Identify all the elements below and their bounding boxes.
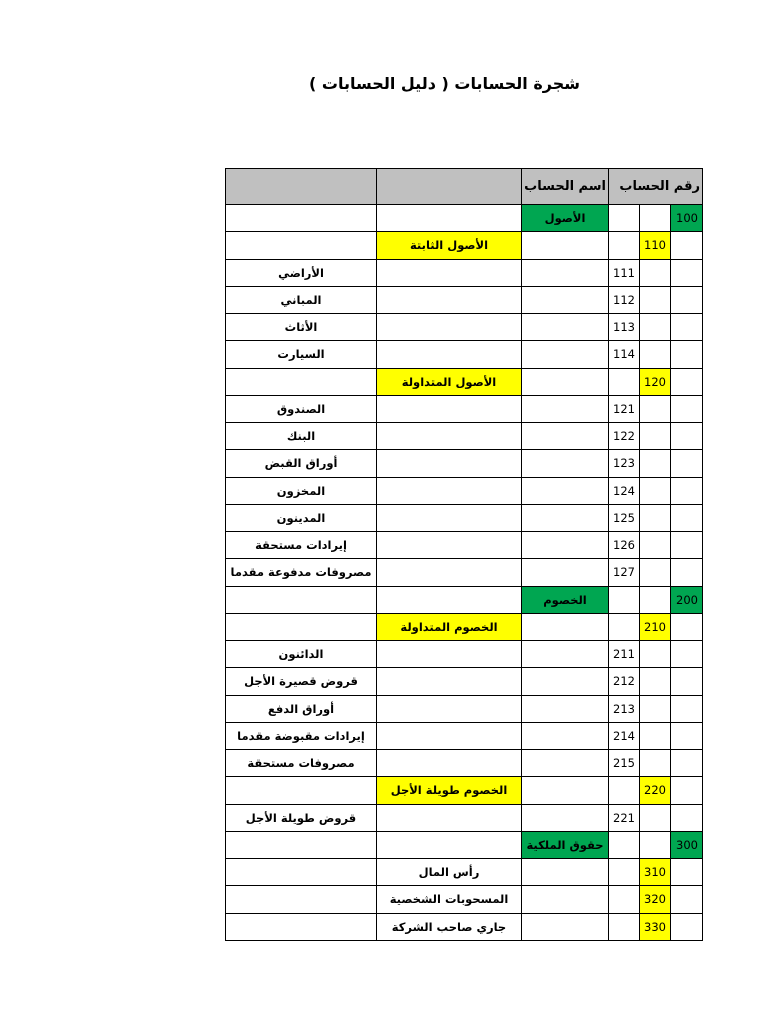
empty-cell <box>671 314 703 341</box>
page-title: شجرة الحسابات ( دليل الحسابات ) <box>309 74 580 93</box>
empty-cell <box>671 641 703 668</box>
empty-cell <box>522 913 609 940</box>
empty-cell <box>609 586 640 613</box>
account-name-cell: حقوق الملكية <box>522 831 609 858</box>
empty-cell <box>377 259 522 286</box>
empty-cell <box>671 722 703 749</box>
empty-cell <box>522 777 609 804</box>
empty-cell <box>671 668 703 695</box>
empty-cell <box>609 232 640 259</box>
empty-cell <box>640 586 671 613</box>
empty-cell <box>671 450 703 477</box>
empty-cell <box>522 341 609 368</box>
account-row <box>226 641 703 668</box>
header-cell-empty <box>377 169 522 205</box>
account-number-cell: 124 <box>609 477 640 504</box>
empty-cell <box>226 777 377 804</box>
account-number-cell: 215 <box>609 750 640 777</box>
empty-cell <box>640 314 671 341</box>
account-name-cell: الخصوم طويلة الأجل <box>377 777 522 804</box>
empty-cell <box>640 423 671 450</box>
empty-cell <box>671 913 703 940</box>
empty-cell <box>671 532 703 559</box>
empty-cell <box>671 504 703 531</box>
account-name-cell: الأصول الثابتة <box>377 232 522 259</box>
empty-cell <box>377 559 522 586</box>
empty-cell <box>671 423 703 450</box>
account-name-cell: الأصول المتداولة <box>377 368 522 395</box>
account-name-cell: المسحوبات الشخصية <box>377 886 522 913</box>
account-row <box>226 504 703 531</box>
empty-cell <box>377 477 522 504</box>
empty-cell <box>377 286 522 313</box>
empty-cell <box>522 613 609 640</box>
account-row <box>226 668 703 695</box>
empty-cell <box>522 859 609 886</box>
account-name-cell: رأس المال <box>377 859 522 886</box>
empty-cell <box>377 341 522 368</box>
empty-cell <box>671 232 703 259</box>
empty-cell <box>609 205 640 232</box>
empty-cell <box>671 886 703 913</box>
empty-cell <box>522 368 609 395</box>
account-name-cell: البنك <box>226 423 377 450</box>
empty-cell <box>671 750 703 777</box>
empty-cell <box>226 831 377 858</box>
account-row <box>226 886 703 913</box>
chart-of-accounts-table <box>225 168 703 941</box>
account-row <box>226 314 703 341</box>
empty-cell <box>522 314 609 341</box>
account-number-cell: 100 <box>671 205 703 232</box>
empty-cell <box>226 368 377 395</box>
empty-cell <box>609 859 640 886</box>
account-name-cell: جاري صاحب الشركة <box>377 913 522 940</box>
empty-cell <box>522 450 609 477</box>
empty-cell <box>522 559 609 586</box>
empty-cell <box>640 722 671 749</box>
empty-cell <box>522 722 609 749</box>
account-name-cell: الأراضي <box>226 259 377 286</box>
account-row <box>226 368 703 395</box>
account-row <box>226 423 703 450</box>
empty-cell <box>522 886 609 913</box>
empty-cell <box>671 804 703 831</box>
account-number-cell: 126 <box>609 532 640 559</box>
account-number-cell: 300 <box>671 831 703 858</box>
empty-cell <box>671 286 703 313</box>
empty-cell <box>522 532 609 559</box>
account-name-cell: الصندوق <box>226 395 377 422</box>
empty-cell <box>522 750 609 777</box>
empty-cell <box>377 205 522 232</box>
account-name-cell: المخزون <box>226 477 377 504</box>
empty-cell <box>377 750 522 777</box>
account-number-cell: 120 <box>640 368 671 395</box>
empty-cell <box>640 804 671 831</box>
empty-cell <box>640 450 671 477</box>
empty-cell <box>671 341 703 368</box>
account-name-cell: أوراق القبض <box>226 450 377 477</box>
header-cell-empty <box>226 169 377 205</box>
account-name-cell: قروض طويلة الأجل <box>226 804 377 831</box>
empty-cell <box>377 504 522 531</box>
account-number-cell: 320 <box>640 886 671 913</box>
empty-cell <box>640 668 671 695</box>
account-row <box>226 913 703 940</box>
account-number-cell: 310 <box>640 859 671 886</box>
empty-cell <box>522 504 609 531</box>
empty-cell <box>671 559 703 586</box>
empty-cell <box>522 695 609 722</box>
empty-cell <box>377 395 522 422</box>
account-name-cell: المباني <box>226 286 377 313</box>
account-number-cell: 220 <box>640 777 671 804</box>
account-row <box>226 559 703 586</box>
empty-cell <box>226 886 377 913</box>
empty-cell <box>226 205 377 232</box>
account-number-cell: 113 <box>609 314 640 341</box>
empty-cell <box>377 668 522 695</box>
empty-cell <box>640 477 671 504</box>
account-row <box>226 586 703 613</box>
account-row <box>226 750 703 777</box>
account-number-cell: 123 <box>609 450 640 477</box>
account-number-cell: 127 <box>609 559 640 586</box>
empty-cell <box>640 641 671 668</box>
account-name-cell: الأصول <box>522 205 609 232</box>
empty-cell <box>377 532 522 559</box>
empty-cell <box>671 613 703 640</box>
empty-cell <box>671 259 703 286</box>
account-row <box>226 286 703 313</box>
account-name-cell: إيرادات مقبوضة مقدما <box>226 722 377 749</box>
account-number-cell: 211 <box>609 641 640 668</box>
header-account-name: اسم الحساب <box>522 169 609 205</box>
empty-cell <box>522 668 609 695</box>
account-row <box>226 205 703 232</box>
empty-cell <box>377 586 522 613</box>
empty-cell <box>522 641 609 668</box>
empty-cell <box>226 586 377 613</box>
account-row <box>226 477 703 504</box>
empty-cell <box>640 341 671 368</box>
account-name-cell: المدينون <box>226 504 377 531</box>
account-number-cell: 213 <box>609 695 640 722</box>
account-name-cell: قروض قصيرة الأجل <box>226 668 377 695</box>
empty-cell <box>377 641 522 668</box>
empty-cell <box>609 613 640 640</box>
account-row <box>226 613 703 640</box>
account-row <box>226 232 703 259</box>
empty-cell <box>640 395 671 422</box>
account-name-cell: مصروفات مستحقة <box>226 750 377 777</box>
account-row <box>226 859 703 886</box>
account-row <box>226 831 703 858</box>
account-row <box>226 777 703 804</box>
empty-cell <box>522 477 609 504</box>
header-account-number: رقم الحساب <box>609 169 703 205</box>
account-row <box>226 722 703 749</box>
empty-cell <box>377 831 522 858</box>
empty-cell <box>640 750 671 777</box>
empty-cell <box>640 504 671 531</box>
account-number-cell: 112 <box>609 286 640 313</box>
account-name-cell: مصروفات مدفوعة مقدما <box>226 559 377 586</box>
empty-cell <box>640 831 671 858</box>
account-number-cell: 330 <box>640 913 671 940</box>
account-number-cell: 212 <box>609 668 640 695</box>
empty-cell <box>609 913 640 940</box>
empty-cell <box>377 314 522 341</box>
empty-cell <box>671 777 703 804</box>
account-name-cell: الدائنون <box>226 641 377 668</box>
empty-cell <box>640 259 671 286</box>
account-number-cell: 111 <box>609 259 640 286</box>
empty-cell <box>671 368 703 395</box>
empty-cell <box>522 286 609 313</box>
account-number-cell: 114 <box>609 341 640 368</box>
empty-cell <box>377 722 522 749</box>
empty-cell <box>609 368 640 395</box>
empty-cell <box>671 859 703 886</box>
empty-cell <box>522 259 609 286</box>
account-name-cell: إيرادات مستحقة <box>226 532 377 559</box>
empty-cell <box>640 205 671 232</box>
account-name-cell: أوراق الدفع <box>226 695 377 722</box>
account-number-cell: 122 <box>609 423 640 450</box>
account-row <box>226 804 703 831</box>
empty-cell <box>640 532 671 559</box>
empty-cell <box>226 232 377 259</box>
account-number-cell: 200 <box>671 586 703 613</box>
account-number-cell: 125 <box>609 504 640 531</box>
empty-cell <box>226 913 377 940</box>
empty-cell <box>671 477 703 504</box>
empty-cell <box>640 559 671 586</box>
empty-cell <box>609 831 640 858</box>
empty-cell <box>522 423 609 450</box>
empty-cell <box>671 395 703 422</box>
account-row <box>226 695 703 722</box>
empty-cell <box>640 695 671 722</box>
empty-cell <box>377 804 522 831</box>
account-number-cell: 221 <box>609 804 640 831</box>
account-row <box>226 395 703 422</box>
account-row <box>226 341 703 368</box>
account-number-cell: 210 <box>640 613 671 640</box>
empty-cell <box>226 859 377 886</box>
empty-cell <box>522 395 609 422</box>
account-number-cell: 110 <box>640 232 671 259</box>
empty-cell <box>640 286 671 313</box>
empty-cell <box>609 777 640 804</box>
empty-cell <box>671 695 703 722</box>
account-row <box>226 532 703 559</box>
account-name-cell: الخصوم المتداولة <box>377 613 522 640</box>
empty-cell <box>609 886 640 913</box>
table-header-row <box>226 169 703 205</box>
account-number-cell: 121 <box>609 395 640 422</box>
account-name-cell: الخصوم <box>522 586 609 613</box>
empty-cell <box>522 232 609 259</box>
empty-cell <box>377 423 522 450</box>
account-name-cell: السيارت <box>226 341 377 368</box>
empty-cell <box>377 450 522 477</box>
empty-cell <box>522 804 609 831</box>
empty-cell <box>226 613 377 640</box>
empty-cell <box>377 695 522 722</box>
account-row <box>226 450 703 477</box>
account-row <box>226 259 703 286</box>
account-name-cell: الأثاث <box>226 314 377 341</box>
account-number-cell: 214 <box>609 722 640 749</box>
